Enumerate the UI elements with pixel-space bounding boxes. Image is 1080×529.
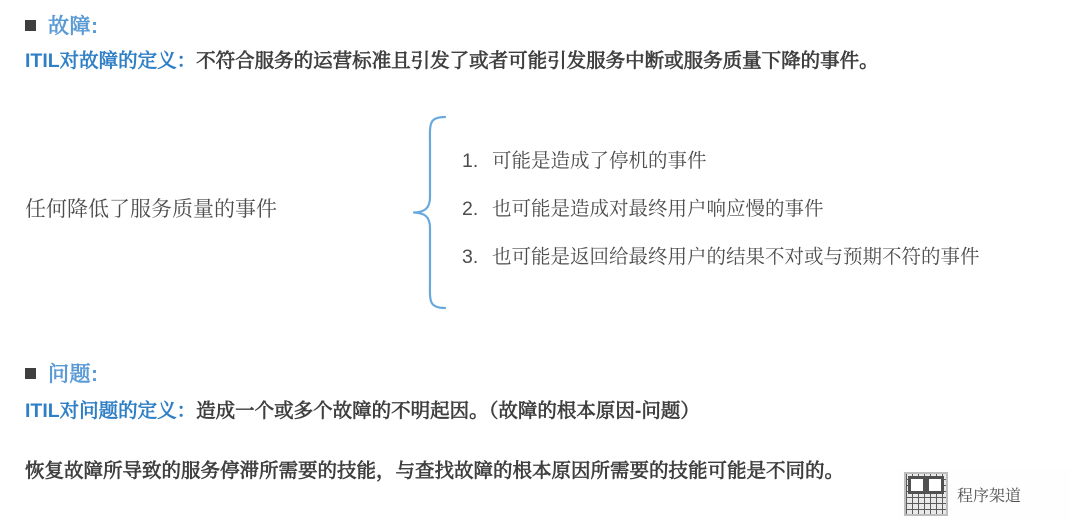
list-item — [462, 145, 1062, 173]
definition-label-problem: ITIL对问题的定义： — [25, 400, 197, 422]
section-title-fault: 故障: — [48, 15, 99, 38]
brace-block — [0, 110, 1080, 320]
curly-brace-icon — [400, 115, 460, 310]
square-bullet-icon — [25, 20, 36, 31]
list-item — [462, 241, 1062, 269]
list-item-number: 1. — [462, 150, 479, 172]
definition-line-problem — [25, 398, 700, 424]
watermark-badge — [898, 467, 1070, 521]
section-heading-problem — [25, 358, 99, 388]
list-item-number: 2. — [462, 198, 479, 220]
section-title-problem: 问题: — [48, 363, 99, 386]
list-item-text: 也可能是返回给最终用户的结果不对或与预期不符的事件 — [492, 246, 980, 268]
footer-sentence: 恢复故障所导致的服务停滞所需要的技能，与查找故障的根本原因所需要的技能可能是不同的。 — [25, 460, 845, 482]
list-item-text: 可能是造成了停机的事件 — [492, 150, 707, 172]
brace-item-list — [462, 145, 1062, 289]
watermark-label: 程序架道 — [957, 487, 1022, 505]
definition-body-fault: 不符合服务的运营标准且引发了或者可能引发服务中断或服务质量下降的事件。 — [196, 50, 879, 72]
definition-line-fault — [25, 48, 879, 74]
square-bullet-icon — [25, 368, 36, 379]
definition-body-problem: 造成一个或多个故障的不明起因。（故障的根本原因-问题） — [196, 400, 700, 422]
list-item — [462, 193, 1062, 221]
brace-left-label: 任何降低了服务质量的事件 — [25, 198, 277, 221]
list-item-number: 3. — [462, 246, 479, 268]
list-item-text: 也可能是造成对最终用户响应慢的事件 — [492, 198, 824, 220]
section-heading-fault — [25, 10, 99, 40]
definition-label-fault: ITIL对故障的定义： — [25, 50, 197, 72]
qr-code-icon — [904, 472, 948, 516]
